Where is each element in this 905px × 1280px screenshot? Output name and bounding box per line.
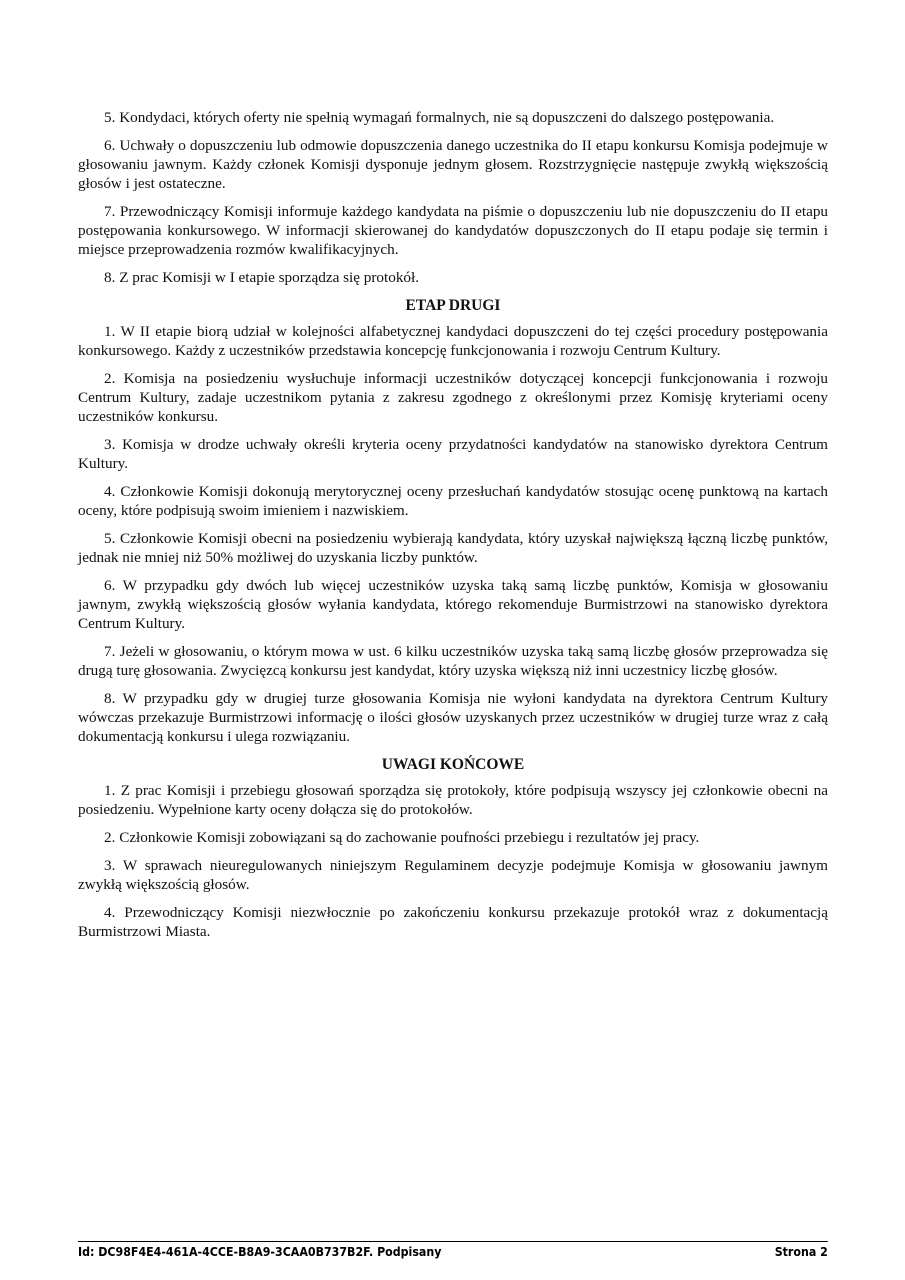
section-heading-final: UWAGI KOŃCOWE xyxy=(381,756,525,773)
paragraph: 8. Z prac Komisji w I etapie sporządza się protokół. xyxy=(104,269,420,286)
paragraph: 5. Członkowie Komisji obecni na posiedzeniu wybierają kandydata, który uzyskał największą łączną liczbę punktów, jednak nie mniej niż 50% możliwej do uzyskania liczby punktów. xyxy=(78,530,828,566)
paragraph: 8. W przypadku gdy w drugiej turze głosowania Komisja nie wyłoni kandydata na dyrektora Centrum Kultury wówczas przekazuje Burmistrzowi informację o ilości głosów uzyskanych przez uczestników w drugiej turze wraz z całą dokumentacją konkursu i ulega rozwiązaniu. xyxy=(78,690,828,745)
paragraph: 4. Członkowie Komisji dokonują merytorycznej oceny przesłuchań kandydatów stosując ocenę punktową na kartach oceny, które podpisują swoim imieniem i nazwiskiem. xyxy=(78,483,828,519)
paragraph: 2. Członkowie Komisji zobowiązani są do zachowanie poufności przebiegu i rezultatów jej pracy. xyxy=(104,829,700,846)
paragraph: 6. W przypadku gdy dwóch lub więcej uczestników uzyska taką samą liczbę punktów, Komisja w głosowaniu jawnym, zwykłą większością głosów wyłania kandydata, którego rekomenduje Burmistrzowi na stanowisko dyrektora Centrum Kultury. xyxy=(78,577,828,632)
paragraph: 1. Z prac Komisji i przebiegu głosowań sporządza się protokoły, które podpisują wszyscy jej członkowie obecni na posiedzeniu. Wypełnione karty oceny dołącza się do protokołów. xyxy=(78,782,829,818)
document-id: Id: DC98F4E4-461A-4CCE-B8A9-3CAA0B737B2F. Podpisany xyxy=(78,1245,442,1259)
paragraph: 3. Komisja w drodze uchwały określi kryteria oceny przydatności kandydatów na stanowisko dyrektora Centrum Kultury. xyxy=(78,436,828,472)
section-heading-stage2: ETAP DRUGI xyxy=(405,297,501,314)
document-page xyxy=(78,108,828,950)
paragraph: 6. Uchwały o dopuszczeniu lub odmowie dopuszczenia danego uczestnika do II etapu konkursu Komisja podejmuje w głosowaniu jawnym. Każdy członek Komisji dysponuje jednym głosem. Rozstrzygnięcie następuje zwykłą większością głosów i jest ostateczne. xyxy=(78,137,829,192)
paragraph: 7. Jeżeli w głosowaniu, o którym mowa w ust. 6 kilku uczestników uzyska taką samą liczbę głosów przeprowadza się drugą turę głosowania. Zwycięzcą konkursu jest kandydat, który uzyska większą niż inni uczestnicy liczbę głosów. xyxy=(78,643,829,679)
paragraph: 7. Przewodniczący Komisji informuje każdego kandydata na piśmie o dopuszczeniu lub nie dopuszczeniu do II etapu postępowania konkursowego. W informacji skierowanej do kandydatów dopuszczonych do II etapu podaje się termin i miejsce przeprowadzenia rozmów kwalifikacyjnych. xyxy=(78,203,829,258)
page-footer xyxy=(78,1241,828,1259)
paragraph: 4. Przewodniczący Komisji niezwłocznie po zakończeniu konkursu przekazuje protokół wraz z dokumentacją Burmistrzowi Miasta. xyxy=(78,904,829,940)
paragraph: 1. W II etapie biorą udział w kolejności alfabetycznej kandydaci dopuszczeni do tej części procedury postępowania konkursowego. Każdy z uczestników przedstawia koncepcję funkcjonowania i rozwoju Centrum Kultury. xyxy=(78,323,828,359)
paragraph: 5. Kondydaci, których oferty nie spełnią wymagań formalnych, nie są dopuszczeni do dalszego postępowania. xyxy=(104,109,775,126)
paragraph: 2. Komisja na posiedzeniu wysłuchuje informacji uczestników dotyczącej koncepcji funkcjonowania i rozwoju Centrum Kultury, zadaje uczestnikom pytania z zakresu zgodnego z określonymi przez Komisję kryteriami oceny uczestników konkursu. xyxy=(78,370,829,425)
page-number: Strona 2 xyxy=(774,1245,828,1259)
paragraph: 3. W sprawach nieuregulowanych niniejszym Regulaminem decyzje podejmuje Komisja w głosowaniu jawnym zwykłą większością głosów. xyxy=(78,857,828,893)
